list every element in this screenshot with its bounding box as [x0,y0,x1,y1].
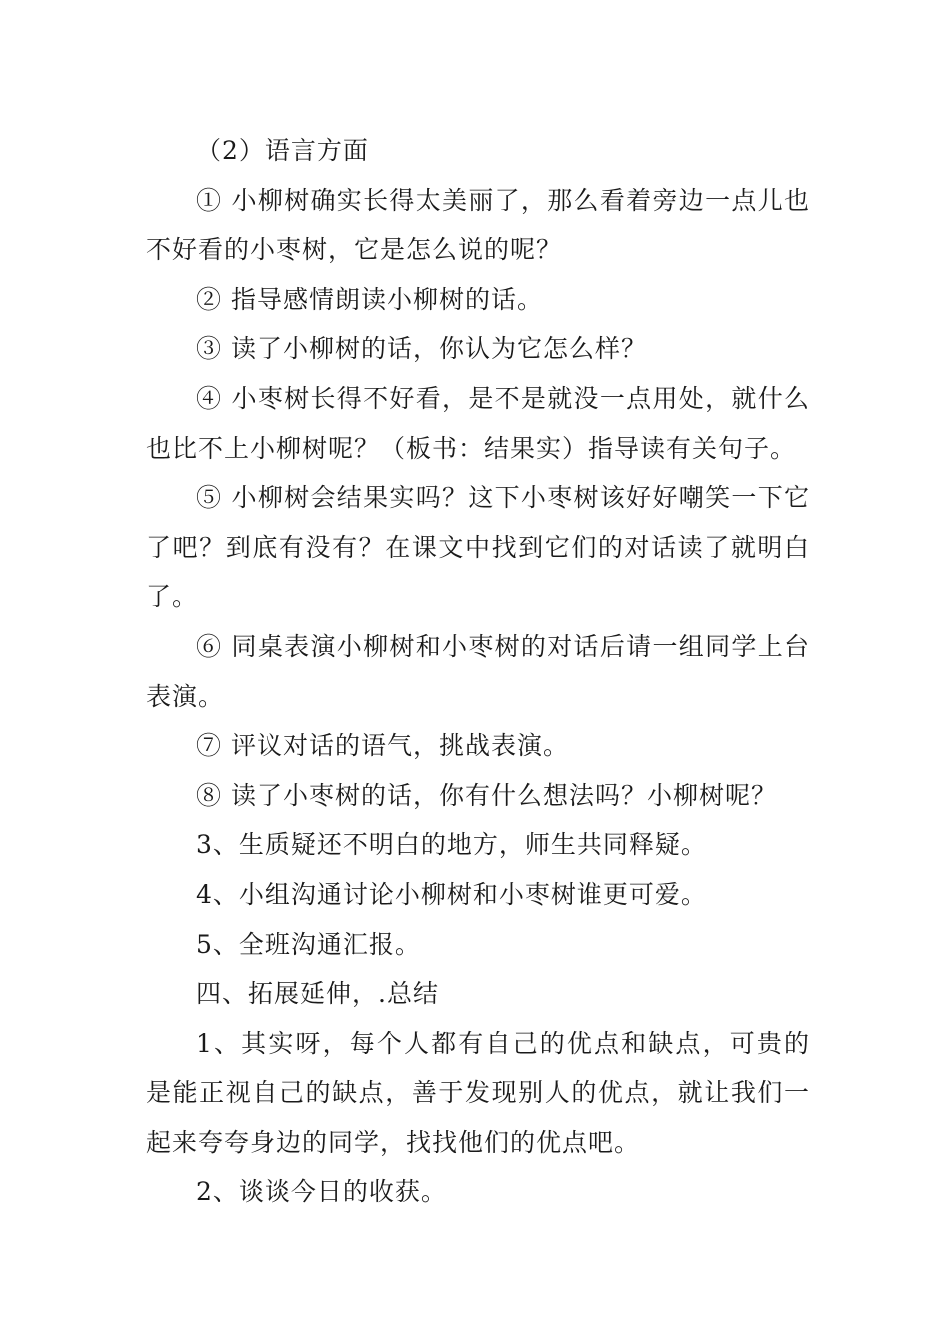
document-body [146,126,810,1217]
section-heading: 四、拓展延伸，.总结 [196,979,439,1009]
list-item: ② 指导感情朗读小柳树的话。 [196,284,543,314]
step-item: 2、谈谈今日的收获。 [196,1177,447,1207]
step-item: 5、全班沟通汇报。 [196,929,421,959]
subheading-language: （2）语言方面 [196,136,369,165]
list-item: ⑥ 同桌表演小柳树和小枣树的对话后请一组同学上台表演。 [146,631,810,711]
list-item: ④ 小枣树长得不好看，是不是就没一点用处，就什么也比不上小柳树呢？（板书：结果实）指导读有关句子。 [146,383,810,463]
step-item: 1、其实呀，每个人都有自己的优点和缺点，可贵的是能正视自己的缺点，善于发现别人的优点，就让我们一起来夸夸身边的同学，找找他们的优点吧。 [146,1028,810,1157]
step-item: 4、小组沟通讨论小柳树和小枣树谁更可爱。 [196,879,707,909]
list-item: ⑦ 评议对话的语气，挑战表演。 [196,731,569,761]
list-item: ⑧ 读了小枣树的话，你有什么想法吗？小柳树呢？ [196,780,777,810]
step-item: 3、生质疑还不明白的地方，师生共同释疑。 [196,830,707,860]
list-item: ① 小柳树确实长得太美丽了，那么看着旁边一点儿也不好看的小枣树，它是怎么说的呢？ [146,185,810,265]
list-item: ③ 读了小柳树的话，你认为它怎么样？ [196,334,647,364]
list-item: ⑤ 小柳树会结果实吗？这下小枣树该好好嘲笑一下它了吧？到底有没有？在课文中找到它们的对话读了就明白了。 [146,483,810,612]
